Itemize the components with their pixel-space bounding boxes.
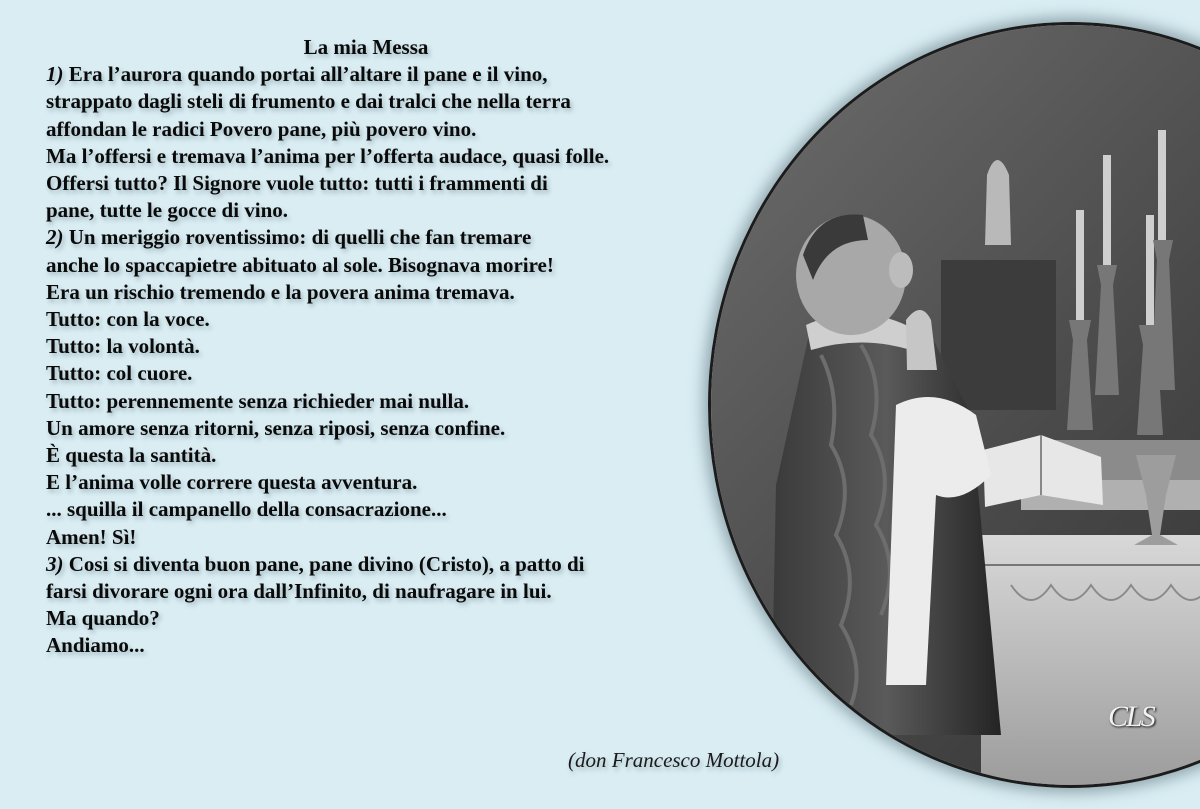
poem-line (46, 279, 826, 306)
poem-line (46, 524, 826, 551)
poem-line (46, 442, 826, 469)
poem-line-text: Tutto: perennemente senza richieder mai nulla. (46, 388, 470, 413)
poem-line-text: È questa la santità. (46, 443, 217, 468)
poem-line (46, 224, 826, 251)
monogram-signature: CLS (1108, 700, 1154, 733)
poem-line-text: farsi divorare ogni ora dall’Infinito, di naufragare in lui. (46, 579, 552, 604)
poem-line-text: Offersi tutto? Il Signore vuole tutto: tutti i frammenti di (46, 171, 548, 196)
poem-line (46, 578, 826, 605)
poem-title: La mia Messa (303, 35, 429, 59)
poem-line (46, 496, 826, 523)
poem-line-text: Un meriggio roventissimo: di quelli che fan tremare (63, 225, 532, 250)
poem-line-text: Un amore senza ritorni, senza riposi, senza confine. (46, 415, 506, 440)
poem-line (46, 197, 826, 224)
poem-line-text: pane, tutte le gocce di vino. (46, 198, 289, 223)
poem-author: (don Francesco Mottola) (568, 748, 780, 772)
poem-line-text: Amen! Sì! (46, 524, 137, 549)
poem-line-text: Tutto: con la voce. (46, 307, 210, 332)
poem-line-text: Era l’aurora quando portai all’altare il pane e il vino, (63, 62, 548, 87)
poem-line (46, 306, 826, 333)
poem (46, 34, 826, 660)
poem-line-text: ... squilla il campanello della consacrazione... (46, 497, 447, 522)
poem-line (46, 360, 826, 387)
poem-line (46, 116, 826, 143)
poem-line-text: affondan le radici Povero pane, più povero vino. (46, 116, 477, 141)
stanza-number: 1) (46, 62, 64, 87)
stanza-number: 3) (46, 551, 64, 576)
poem-line-text: Ma l’offersi e tremava l’anima per l’offerta audace, quasi folle. (46, 143, 610, 168)
poem-line (46, 333, 826, 360)
poem-line-text: strappato dagli steli di frumento e dai tralci che nella terra (46, 89, 571, 114)
poem-line (46, 415, 826, 442)
poem-line-text: E l’anima volle correre questa avventura. (46, 470, 418, 495)
poem-line (46, 605, 826, 632)
poem-line-text: Andiamo... (46, 633, 145, 658)
poem-line (46, 143, 826, 170)
poem-line-text: anche lo spaccapietre abituato al sole. Bisognava morire! (46, 252, 554, 277)
poem-line-text: Cosi si diventa buon pane, pane divino (Cristo), a patto di (63, 551, 585, 576)
stanza-number: 2) (46, 225, 64, 250)
poem-lines (46, 61, 826, 659)
poem-line (46, 170, 826, 197)
poem-line-text: Tutto: col cuore. (46, 361, 193, 386)
poem-line (46, 252, 826, 279)
poem-line (46, 632, 826, 659)
poem-line (46, 61, 826, 88)
poem-line (46, 551, 826, 578)
poem-line-text: Ma quando? (46, 606, 160, 631)
poem-line (46, 88, 826, 115)
poem-line-text: Era un rischio tremendo e la povera anima tremava. (46, 279, 515, 304)
poem-line (46, 469, 826, 496)
poem-line-text: Tutto: la volontà. (46, 334, 200, 359)
poem-line (46, 388, 826, 415)
